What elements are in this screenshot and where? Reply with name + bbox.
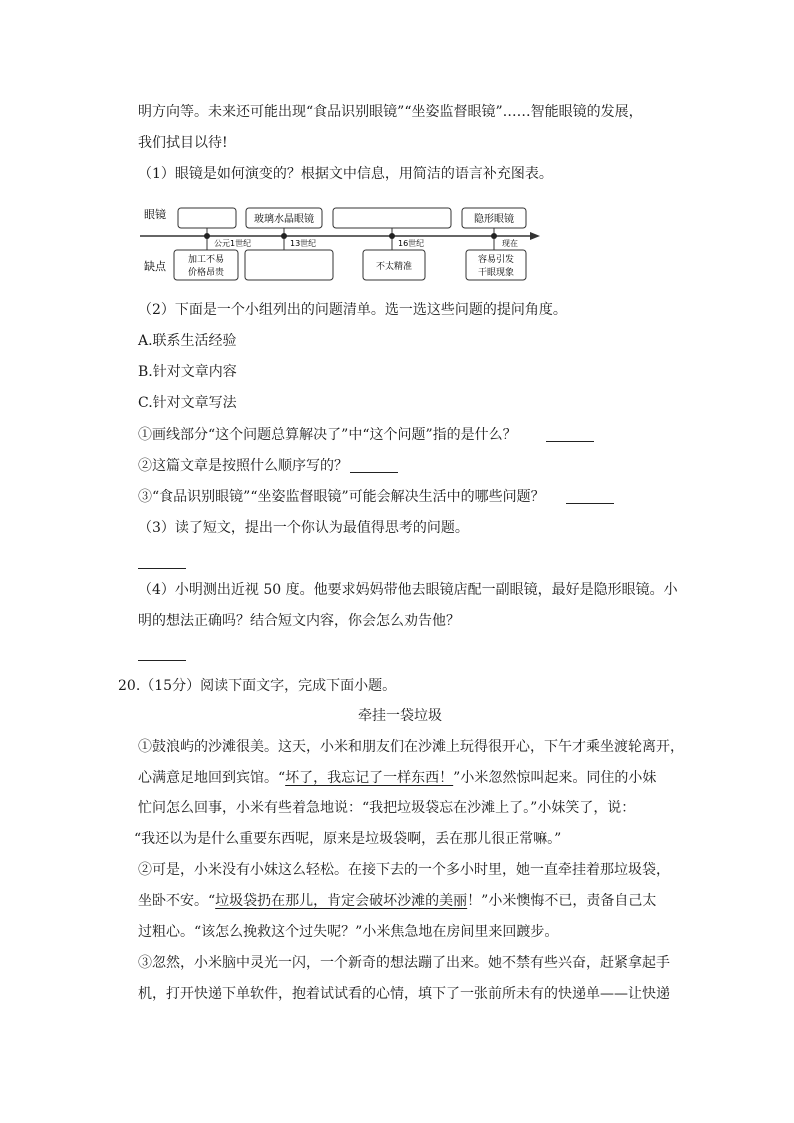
- answer-blank[interactable]: [138, 568, 186, 569]
- option-a: A.联系生活经验: [138, 333, 237, 349]
- question-2-prompt: （2）下面是一个小组列出的问题清单。选一选这些问题的提问角度。: [138, 302, 567, 318]
- timeline-point: [204, 233, 210, 239]
- defect-box-1-line1: 加工不易: [187, 255, 225, 265]
- glasses-evolution-diagram: [140, 200, 540, 290]
- paragraph-3-line: 机，打开快递下单软件，抱着试试看的心情，填下了一张前所未有的快递单——让快递: [138, 986, 670, 1002]
- passage-line: 我们拭目以待!: [138, 135, 228, 151]
- answer-blank[interactable]: [546, 441, 594, 442]
- timeline-point: [491, 233, 497, 239]
- paragraph-1-line: 心满意足地回到宾馆。“坏了，我忘记了一样东西！”小米忽然惊叫起来。同住的小妹: [138, 770, 657, 786]
- timeline-point: [281, 233, 287, 239]
- question-1-prompt: （1）眼镜是如何演变的？根据文中信息，用简洁的语言补充图表。: [138, 166, 553, 182]
- defect-box-1-line2: 价格昂贵: [187, 268, 225, 278]
- timeline-label-3: 16世纪: [398, 239, 425, 248]
- glasses-box-3: [333, 208, 451, 228]
- question-2-item-1: ①画线部分“这个问题总算解决了”中“这个问题”指的是什么？: [138, 427, 517, 443]
- question-3-prompt: （3）读了短文，提出一个你认为最值得思考的问题。: [138, 520, 469, 536]
- glasses-box-4-label: 隐形眼镜: [474, 214, 514, 225]
- paragraph-3-line: ③忽然，小米脑中灵光一闪，一个新奇的想法蹦了出来。她不禁有些兴奋，赶紧拿起手: [138, 955, 670, 971]
- timeline-label-2: 13世纪: [290, 239, 317, 248]
- paragraph-2-line: 过粗心。“该怎么挽救这个过失呢？”小米焦急地在房间里来回踱步。: [138, 924, 559, 940]
- passage-line: 明方向等。未来还可能出现“食品识别眼镜”“坐姿监督眼镜”……智能眼镜的发展，: [138, 104, 643, 120]
- paragraph-1-line: ①鼓浪屿的沙滩很美。这天，小米和朋友们在沙滩上玩得很开心，下午才乘坐渡轮离开，: [138, 739, 684, 755]
- glasses-box-2-label: 玻璃水晶眼镜: [254, 214, 314, 225]
- option-c: C.针对文章写法: [138, 395, 237, 411]
- defect-box-4-line2: 干眼现象: [477, 268, 515, 278]
- timeline-arrowhead: [530, 232, 540, 240]
- answer-blank[interactable]: [138, 660, 186, 661]
- glasses-box-1: [178, 208, 236, 228]
- timeline-label-1: 公元1世纪: [214, 239, 252, 248]
- paragraph-2-line: 坐卧不安。“垃圾袋扔在那儿，肯定会破坏沙滩的美丽！”小米懊悔不已，责备自己太: [138, 893, 657, 909]
- timeline-point: [389, 233, 395, 239]
- row-label-glasses: 眼镜: [144, 208, 166, 221]
- option-b: B.针对文章内容: [138, 364, 237, 380]
- question-2-item-2: ②这篇文章是按照什么顺序写的？: [138, 458, 348, 474]
- question-20-header: 20.（15分）阅读下面文字，完成下面小题。: [118, 678, 397, 694]
- defect-box-3-label: 不太精准: [375, 262, 413, 272]
- timeline-label-4: 现在: [502, 239, 518, 248]
- paragraph-1-line: 忙问怎么回事，小米有些着急地说：“我把垃圾袋忘在沙滩上了。”小妹笑了，说：: [138, 800, 636, 816]
- paragraph-1-line: “我还以为是什么重要东西呢，原来是垃圾袋啊，丢在那儿很正常嘛。”: [134, 831, 562, 847]
- answer-blank[interactable]: [566, 503, 614, 504]
- article-title: 牵挂一袋垃圾: [358, 708, 442, 724]
- question-2-item-3: ③“食品识别眼镜”“坐姿监督眼镜”可能会解决生活中的哪些问题？: [138, 489, 545, 505]
- defect-box-4-line1: 容易引发: [477, 255, 515, 265]
- paragraph-2-line: ②可是，小米没有小妹这么轻松。在接下去的一个多小时里，她一直牵挂着那垃圾袋，: [138, 862, 670, 878]
- answer-blank[interactable]: [350, 472, 398, 473]
- defect-box-2: [245, 250, 333, 280]
- question-4-line1: （4）小明测出近视 50 度。他要求妈妈带他去眼镜店配一副眼镜，最好是隐形眼镜。小: [138, 582, 678, 598]
- underlined-sentence: 垃圾袋扔在那儿，肯定会破坏沙滩的美丽: [215, 893, 468, 909]
- underlined-sentence: 坏了，我忘记了一样东西！: [285, 770, 454, 786]
- row-label-defects: 缺点: [144, 260, 166, 273]
- question-4-line2: 明的想法正确吗？结合短文内容，你会怎么劝告他？: [138, 613, 460, 629]
